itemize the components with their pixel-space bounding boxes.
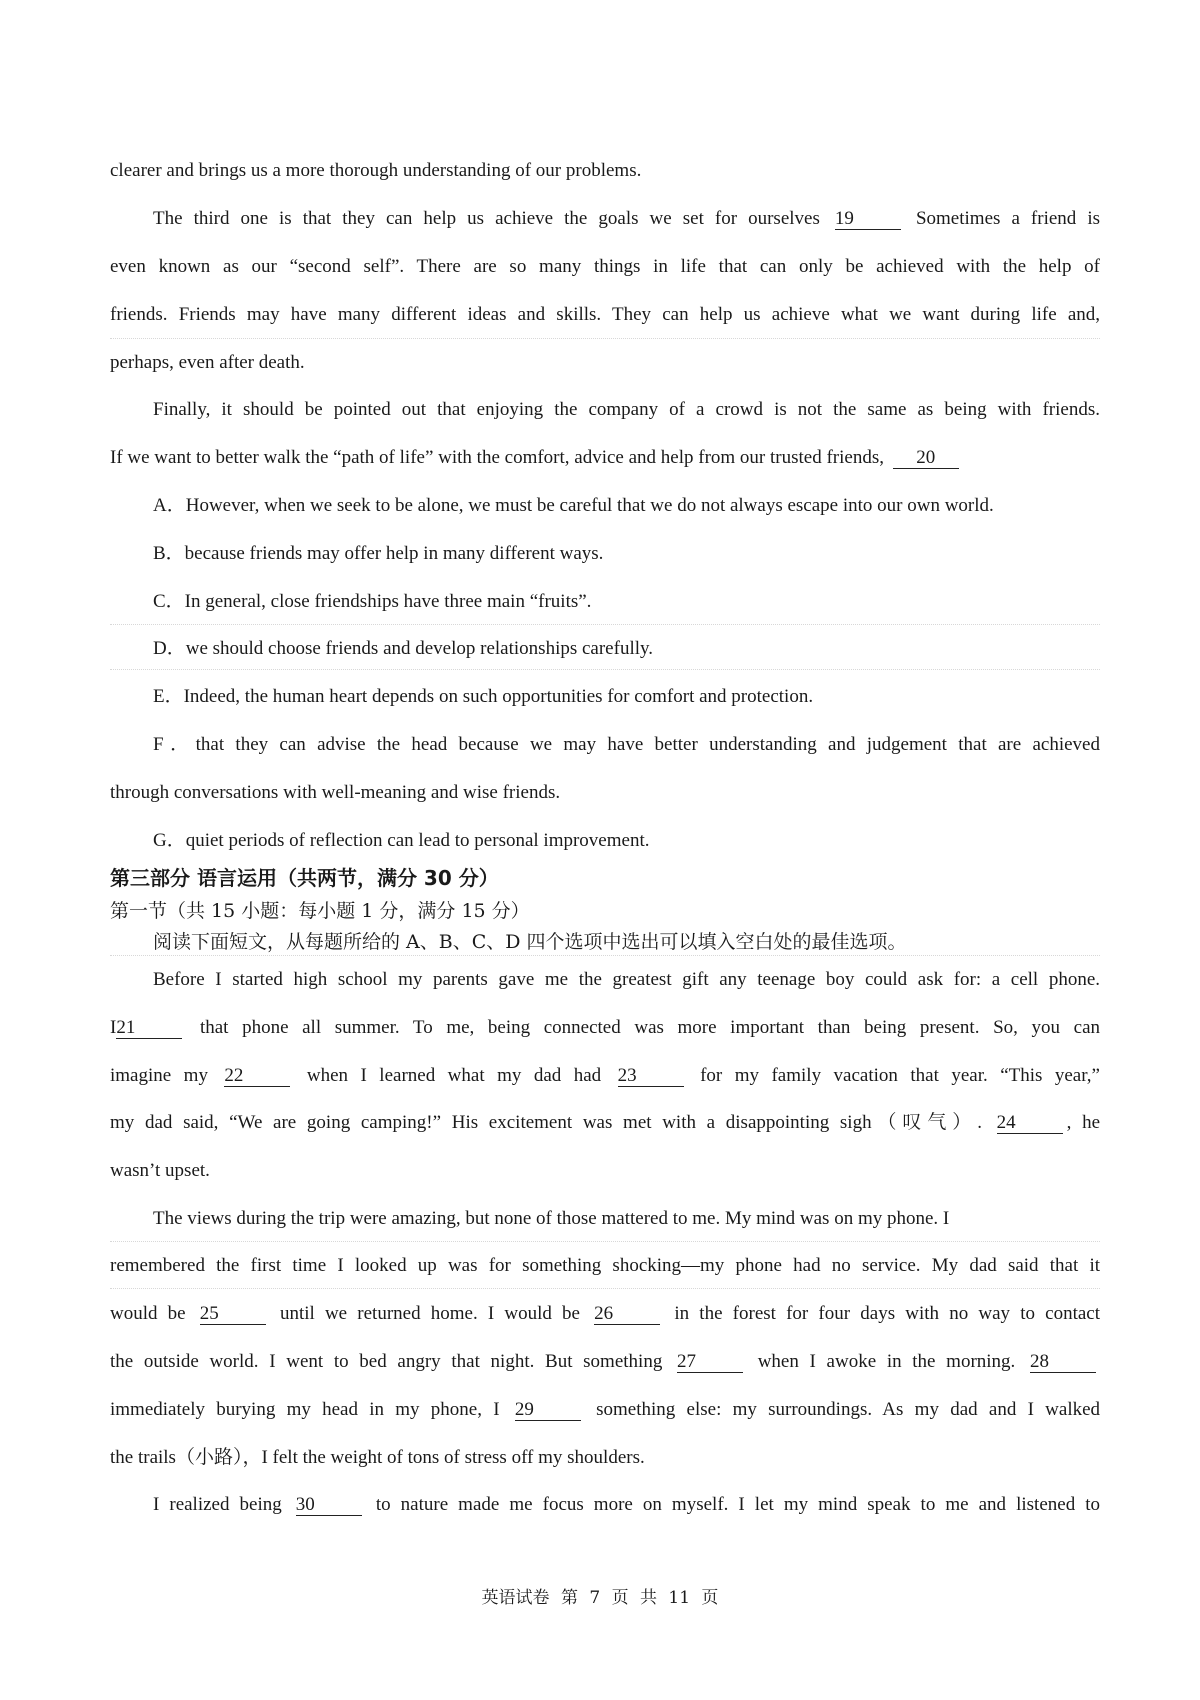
- cloze-line: immediately burying my head in my phone, I 29 something else: my surroundings. As my dad and I walked: [110, 1399, 1101, 1420]
- section-part-title: 第一节（共 15 小题：每小题 1 分，满分 15 分）: [110, 900, 530, 922]
- passage-line: If we want to better walk the “path of life” with the comfort, advice and help from our trusted friends, 20: [110, 445, 1100, 471]
- cloze-line: the outside world. I went to bed angry that night. But something 27 when I awoke in the morning. 28: [110, 1349, 1100, 1375]
- ruling-line: [110, 955, 1100, 956]
- option-d: D．we should choose friends and develop relationships carefully.: [153, 638, 654, 659]
- answer-blank-21[interactable]: 21: [116, 1017, 182, 1039]
- option-g: G．quiet periods of reflection can lead to personal improvement.: [153, 830, 650, 851]
- option-a: A．However, when we seek to be alone, we must be careful that we do not always escape into our own world.: [153, 495, 994, 516]
- section-heading: 第三部分 语言运用（共两节，满分 30 分）: [110, 866, 499, 890]
- option-f: F．that they can advise the head because we may have better understanding and judgement that are achieved: [153, 734, 1100, 755]
- passage-line: clearer and brings us a more thorough understanding of our problems.: [110, 160, 642, 181]
- passage-line: even known as our “second self”. There are so many things in life that can only be achieved with the help of: [110, 256, 1100, 277]
- answer-blank-30[interactable]: 30: [296, 1494, 362, 1516]
- ruling-line: [110, 1288, 1100, 1289]
- passage-line: Finally, it should be pointed out that enjoying the company of a crowd is not the same as being with friends.: [153, 399, 1100, 420]
- option-f-continued: through conversations with well-meaning and wise friends.: [110, 782, 561, 803]
- passage-line: perhaps, even after death.: [110, 352, 305, 373]
- cloze-line: my dad said, “We are going camping!” His excitement was met with a disappointing sigh（叹气）. 24 , he: [110, 1112, 1100, 1133]
- cloze-line: wasn’t upset.: [110, 1160, 210, 1181]
- cloze-line: remembered the first time I looked up was for something shocking—my phone had no service. My dad said that it: [110, 1255, 1100, 1276]
- footer-page-number: 第 7 页: [560, 1588, 629, 1608]
- section-instruction: 阅读下面短文，从每题所给的 A、B、C、D 四个选项中选出可以填入空白处的最佳选项。: [153, 931, 907, 953]
- answer-blank-28[interactable]: 28: [1030, 1351, 1096, 1373]
- cloze-line: would be 25 until we returned home. I would be 26 in the forest for four days with no way to contact: [110, 1303, 1101, 1324]
- answer-blank-29[interactable]: 29: [515, 1399, 581, 1421]
- answer-blank-19[interactable]: 19: [835, 208, 901, 230]
- passage-line: friends. Friends may have many different ideas and skills. They can help us achieve what we want during life and,: [110, 304, 1100, 325]
- option-c: C．In general, close friendships have three main “fruits”.: [153, 591, 592, 612]
- ruling-line: [110, 338, 1100, 339]
- footer-total-pages: 共 11 页: [639, 1588, 719, 1608]
- cloze-line: The views during the trip were amazing, but none of those mattered to me. My mind was on my phone. I: [153, 1208, 950, 1229]
- ruling-line: [110, 1241, 1100, 1242]
- option-b: B．because friends may offer help in many different ways.: [153, 543, 604, 564]
- answer-blank-22[interactable]: 22: [224, 1065, 290, 1087]
- answer-blank-25[interactable]: 25: [200, 1303, 266, 1325]
- cloze-line: Before I started high school my parents gave me the greatest gift any teenage boy could ask for: a cell phone.: [153, 969, 1100, 990]
- option-e: E．Indeed, the human heart depends on such opportunities for comfort and protection.: [153, 686, 814, 707]
- page-footer: [0, 1583, 1200, 1608]
- answer-blank-27[interactable]: 27: [677, 1351, 743, 1373]
- ruling-line: [110, 669, 1100, 670]
- cloze-line: imagine my 22 when I learned what my dad had 23 for my family vacation that year. “This year,”: [110, 1065, 1100, 1086]
- cloze-line: the trails（小路），I felt the weight of tons of stress off my shoulders.: [110, 1447, 645, 1468]
- passage-line: The third one is that they can help us achieve the goals we set for ourselves 19 Sometimes a friend is: [153, 208, 1100, 229]
- answer-blank-24[interactable]: 24: [997, 1112, 1063, 1134]
- footer-subject: 英语试卷: [481, 1588, 550, 1608]
- cloze-line: I21 that phone all summer. To me, being connected was more important than being present. So, you can: [110, 1017, 1101, 1038]
- cloze-line: I realized being 30 to nature made me focus more on myself. I let my mind speak to me and listened to: [153, 1494, 1101, 1515]
- answer-blank-26[interactable]: 26: [594, 1303, 660, 1325]
- ruling-line: [110, 624, 1100, 625]
- answer-blank-23[interactable]: 23: [618, 1065, 684, 1087]
- answer-blank-20[interactable]: 20: [893, 447, 959, 469]
